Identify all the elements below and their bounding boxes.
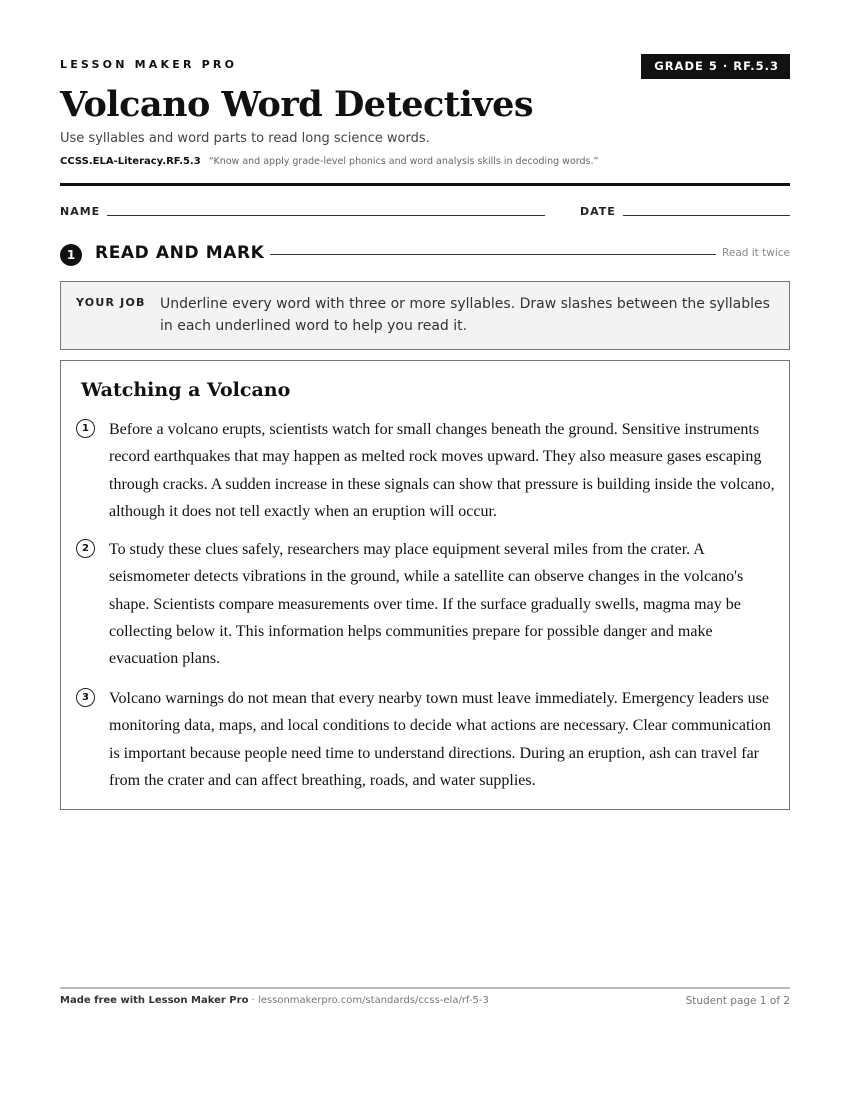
header-divider <box>60 183 790 186</box>
grade-badge: GRADE 5 · RF.5.3 <box>641 54 790 79</box>
brand-name: LESSON MAKER PRO <box>60 58 238 71</box>
standard-line <box>60 156 598 167</box>
paragraph-number-badge: 1 <box>76 419 95 438</box>
instructions-text: Underline every word with three or more syllables. Draw slashes between the syllables in each underlined word to help you read it. <box>160 296 770 334</box>
paragraph-text: Volcano warnings do not mean that every nearby town must leave immediately. Emergency leaders use monitoring data, maps, and local conditions to decide what actions are necessary. Clear communication is important because people need time to understand directions. During an eruption, ash can travel far from the crater and can affect breathing, roads, and water supplies. <box>109 690 771 789</box>
section-note: Read it twice <box>722 247 790 259</box>
date-field[interactable] <box>623 215 790 216</box>
section-title: READ AND MARK <box>95 243 265 263</box>
instructions-label: YOUR JOB <box>76 296 146 309</box>
footer-divider <box>60 987 790 989</box>
paragraph-number-badge: 2 <box>76 539 95 558</box>
name-label: NAME <box>60 205 101 218</box>
section-header <box>60 242 790 268</box>
paragraph-text: To study these clues safely, researchers may place equipment several miles from the crater. A seismometer detects vibrations in the ground, while a satellite can observe changes in the volcano's shape. Scientists compare measurements over time. If the surface gradually swells, magma may be collecting below it. This information helps communities prepare for possible danger and make evacuation plans. <box>109 541 744 668</box>
instructions-box <box>60 281 790 350</box>
date-label: DATE <box>580 205 616 218</box>
footer-link[interactable]: · lessonmakerpro.com/standards/ccss-ela/rf-5-3 <box>248 995 489 1006</box>
section-rule <box>270 254 716 255</box>
page-subtitle: Use syllables and word parts to read long science words. <box>60 131 430 146</box>
footer-credit <box>60 995 489 1006</box>
footer-brand: Made free with Lesson Maker Pro <box>60 995 249 1006</box>
page-counter: Student page 1 of 2 <box>685 995 790 1007</box>
passage-title: Watching a Volcano <box>81 379 291 401</box>
standard-code: CCSS.ELA-Literacy.RF.5.3 <box>60 156 201 167</box>
header-bar <box>60 54 790 80</box>
paragraph-text: Before a volcano erupts, scientists watch for small changes beneath the ground. Sensitive instruments record earthquakes that may happen as melted rock moves upward. They also measure gases escaping through cracks. A sudden increase in these signals can show that pressure is building inside the volcano, although it does not tell exactly when an eruption will occur. <box>109 421 775 520</box>
worksheet-page <box>60 0 790 1100</box>
reading-passage <box>60 360 790 810</box>
paragraph-number-badge: 3 <box>76 688 95 707</box>
section-number-badge: 1 <box>60 244 82 266</box>
page-title: Volcano Word Detectives <box>60 84 534 125</box>
name-field[interactable] <box>107 215 545 216</box>
standard-description: “Know and apply grade-level phonics and word analysis skills in decoding words.” <box>208 156 599 167</box>
